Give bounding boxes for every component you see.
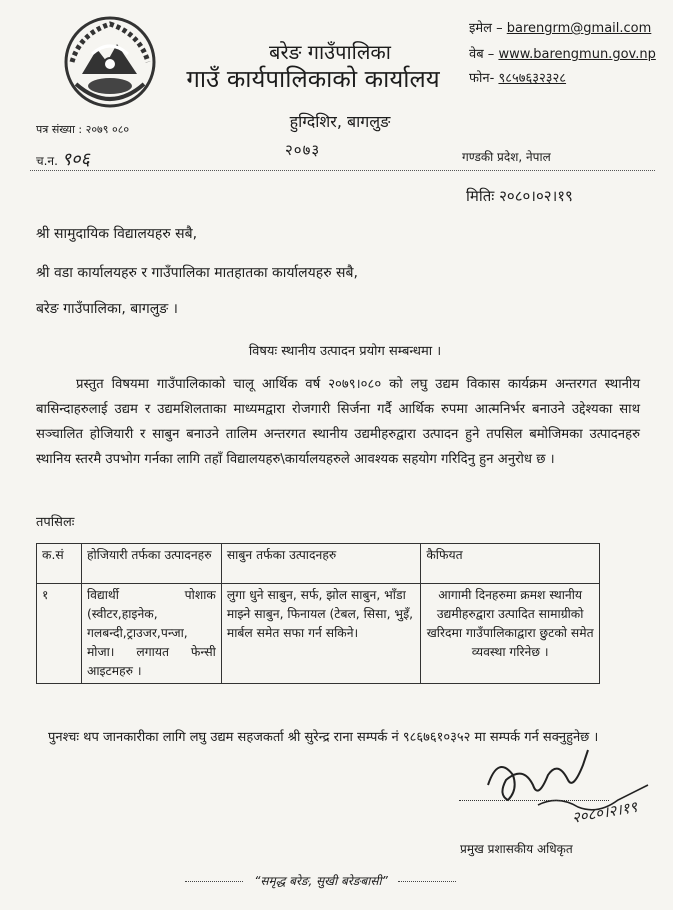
cell-remarks: आगामी दिनहरुमा क्रमश स्थानीय उद्यमीहरुद्वारा उत्पादित सामाग्रीको खरिदमा गाउँपालिकाद्वारा छुटको समेत व्यवस्था गरिनेछ । [421, 584, 600, 684]
postscript: पुनश्चः थप जानकारीका लागि लघु उद्यम सहजकर्ता श्री सुरेन्द्र राना सम्पर्क नं ९८६७६१०३५२ मा सम्पर्क गर्न सक्नुहुनेछ । [48, 730, 599, 745]
footer-divider-right [398, 881, 456, 882]
cell-soap: लुगा धुने साबुन, सर्फ, झोल साबुन, भाँडा माझ्ने साबुन, फिनायल (टेबल, सिसा, भुइँ, मार्बल समेत सफा गर्न सकिने। [221, 584, 420, 684]
phone-label: फोन- [469, 71, 495, 86]
phone-line [469, 68, 566, 86]
dispatch-number [36, 147, 90, 171]
dispatch-value: ९०६ [61, 149, 90, 170]
email-link[interactable]: barengrm@gmail.com [506, 21, 652, 36]
header-serial: क.सं [37, 544, 82, 584]
office-location: हुग्दिशिर, बागलुङ [289, 112, 391, 131]
web-line [469, 44, 656, 62]
footer-slogan: “समृद्ध बरेङ, सुखी बरेङबासी” [254, 874, 388, 888]
header-divider [30, 170, 655, 171]
addressee-1: श्री सामुदायिक विद्यालयहरु सबै, [36, 226, 198, 242]
handwritten-signature [478, 745, 658, 835]
header-hosiery: होजियारी तर्फका उत्पादनहरु [81, 544, 221, 584]
header-remarks: कैफियत [421, 544, 600, 584]
footer-divider-left [185, 881, 243, 882]
table-row [37, 584, 600, 684]
products-table [36, 543, 600, 684]
nepal-emblem-logo [62, 14, 158, 110]
signatory-designation: प्रमुख प्रशासकीय अधिकृत [460, 842, 573, 856]
email-line [469, 18, 651, 36]
signature-date: २०८०।२।१९ [570, 797, 639, 827]
addressee-3: बरेङ गाउँपालिका, बागलुङ । [36, 301, 178, 317]
letter-date: मितिः २०८०।०२।१९ [466, 187, 573, 205]
letter-number: पत्र संख्या : २०७९ ०८० [36, 123, 130, 136]
table-header-row [37, 544, 600, 584]
province: गण्डकी प्रदेश, नेपाल [462, 150, 551, 164]
web-link[interactable]: www.barengmun.gov.np [498, 47, 656, 62]
established-year: २०७३ [285, 141, 321, 159]
addressee-2: श्री वडा कार्यालयहरु र गाउँपालिका मातहातका कार्यालयहरु सबै, [36, 265, 358, 281]
office-name: गाउँ कार्यपालिकाको कार्यालय [186, 65, 440, 93]
cell-serial: १ [37, 584, 82, 684]
org-name: बरेङ गाउँपालिका [269, 40, 391, 64]
letter-body: प्रस्तुत विषयमा गाउँपालिकाको चालू आर्थिक वर्ष २०७९।०८० को लघु उद्यम विकास कार्यक्रम अन्तरगत स्थानीय बासिन्दाहरुलाई उद्यम र उद्यमशिलताका माध्यमद्वारा रोजगारी सिर्जना गर्दै आर्थिक रुपमा आत्मनिर्भर बनाउने उद्देश्यका साथ सञ्चालित होजियारी र साबुन बनाउने तालिम अन्तरगत स्थानीय उद्यमीहरुद्वारा उत्पादन हुने तपसिल बमोजिमका उत्पादनहरु स्थानिय स्तरमै उपभोग गर्नका लागि तहाँ विद्यालयहरु\कार्यालयहरुले आवश्यक सहयोग गरिदिनु हुन अनुरोध छ । [36, 377, 640, 467]
email-label: इमेल – [469, 21, 503, 36]
dispatch-label: च.न. [36, 154, 58, 168]
subject-line: विषयः स्थानीय उत्पादन प्रयोग सम्बन्धमा । [248, 344, 442, 359]
cell-hosiery: विद्यार्थी पोशाक (स्वीटर,हाइनेक, गलबन्दी,ट्राउजर,पन्जा, मोजा। लगायत फेन्सी आइटमहरु । [81, 584, 221, 684]
web-label: वेब – [469, 47, 495, 62]
header-soap: साबुन तर्फका उत्पादनहरु [221, 544, 420, 584]
details-label: तपसिलः [36, 515, 75, 530]
phone-number: ९८५७६३२३२८ [498, 71, 567, 86]
signature-line [459, 800, 609, 801]
